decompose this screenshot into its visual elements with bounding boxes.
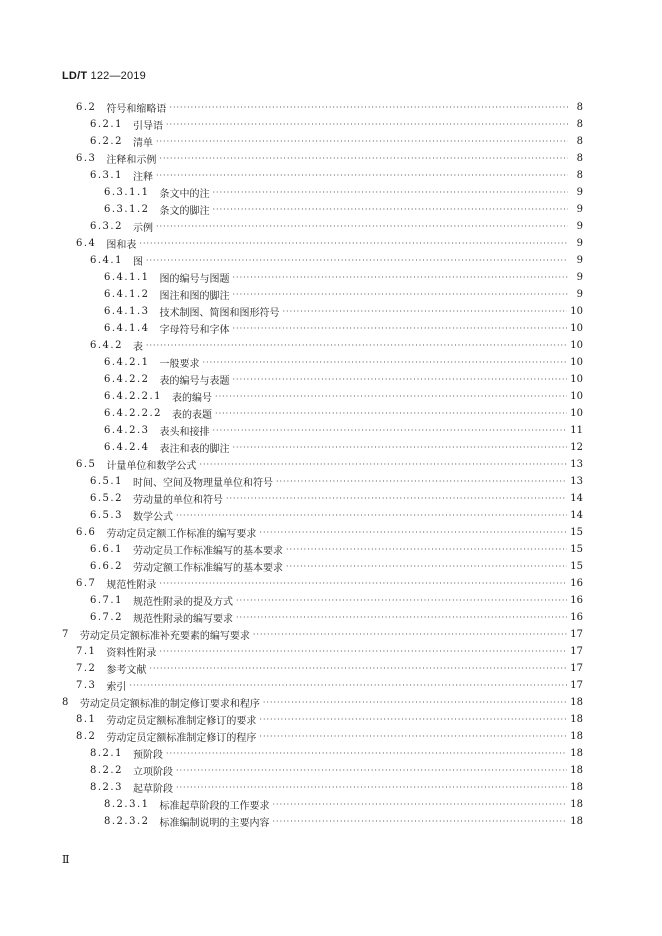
toc-entry-page: 18 [570, 731, 583, 742]
toc-entry-title: 符号和缩略语 [106, 104, 167, 115]
toc-entry-page: 17 [570, 663, 583, 674]
toc-leader-dots [226, 490, 567, 507]
toc-entry-number: 8 [62, 697, 70, 708]
toc-entry[interactable] [104, 371, 583, 388]
toc-entry-number: 7.2 [76, 663, 97, 674]
toc-entry-page: 17 [570, 680, 583, 691]
toc-entry-page: 9 [576, 272, 583, 283]
toc-entry[interactable] [104, 286, 583, 303]
toc-entry-title: 表的表题 [172, 410, 213, 421]
toc-entry-number: 8.2.3 [90, 782, 123, 793]
toc-entry-page: 9 [576, 187, 583, 198]
toc-entry-number: 6.7.1 [90, 595, 123, 606]
toc-entry[interactable] [104, 320, 583, 337]
toc-entry[interactable] [76, 728, 583, 745]
toc-leader-dots [203, 354, 568, 371]
toc-entry-number: 6.6.1 [90, 544, 123, 555]
toc-entry[interactable] [76, 575, 583, 592]
toc-entry[interactable] [62, 626, 583, 643]
toc-entry-page: 15 [570, 561, 583, 572]
toc-entry[interactable] [76, 99, 583, 116]
toc-leader-dots [213, 422, 568, 439]
toc-entry-page: 8 [576, 170, 583, 181]
toc-entry[interactable] [104, 796, 583, 813]
toc-entry-number: 6.4.2.3 [104, 425, 150, 436]
toc-entry-title: 计量单位和数学公式 [106, 461, 197, 472]
toc-entry[interactable] [104, 354, 583, 371]
toc-leader-dots [169, 99, 568, 116]
toc-leader-dots [213, 184, 569, 201]
toc-entry[interactable] [90, 133, 583, 150]
toc-entry-page: 18 [570, 697, 583, 708]
toc-leader-dots [233, 439, 568, 456]
toc-leader-dots [149, 660, 567, 677]
toc-leader-dots [233, 371, 568, 388]
toc-entry-page: 18 [570, 714, 583, 725]
toc-entry-number: 6.5.1 [90, 476, 123, 487]
toc-leader-dots [283, 303, 568, 320]
toc-entry-number: 6.3 [76, 153, 97, 164]
toc-entry-page: 8 [576, 119, 583, 130]
toc-entry-page: 16 [570, 578, 583, 589]
toc-entry-title: 表的编号 [172, 393, 213, 404]
toc-entry[interactable] [104, 405, 583, 422]
toc-entry[interactable] [90, 337, 583, 354]
toc-entry[interactable] [90, 779, 583, 796]
toc-entry-page: 15 [570, 544, 583, 555]
toc-entry-page: 10 [570, 374, 583, 385]
toc-leader-dots [263, 694, 567, 711]
toc-leader-dots [286, 558, 567, 575]
toc-entry-number: 6.4.2.4 [104, 442, 150, 453]
toc-entry[interactable] [104, 201, 583, 218]
toc-entry[interactable] [62, 694, 583, 711]
toc-entry-title: 劳动定员定额标准制定修订的程序 [106, 733, 257, 744]
toc-entry-title: 预阶段 [132, 750, 163, 761]
toc-entry-page: 14 [570, 493, 583, 504]
toc-entry-page: 9 [576, 255, 583, 266]
page-number: Ⅱ [62, 853, 70, 866]
toc-entry-title: 劳动量的单位和符号 [132, 495, 223, 506]
toc-entry[interactable] [104, 422, 583, 439]
toc-entry-number: 6.4.2.2.1 [104, 391, 163, 402]
toc-entry[interactable] [90, 558, 583, 575]
toc-entry-title: 示例 [132, 223, 153, 234]
toc-entry-number: 6.4 [76, 238, 97, 249]
toc-entry-title: 图注和图的脚注 [159, 291, 230, 302]
toc-leader-dots [273, 813, 568, 830]
document-code [62, 70, 146, 82]
toc-entry[interactable] [76, 524, 583, 541]
toc-leader-dots [213, 201, 569, 218]
toc-entry-page: 9 [576, 289, 583, 300]
toc-entry-number: 8.2.1 [90, 748, 123, 759]
toc-entry-title: 标准编制说明的主要内容 [159, 818, 270, 829]
toc-leader-dots [286, 541, 567, 558]
toc-leader-dots [166, 745, 567, 762]
toc-entry-page: 16 [570, 612, 583, 623]
toc-entry-title: 图和表 [106, 240, 137, 251]
toc-entry-number: 6.4.1.1 [104, 272, 150, 283]
toc-entry-number: 6.4.1 [90, 255, 123, 266]
toc-entry-title: 资料性附录 [106, 648, 157, 659]
toc-entry[interactable] [90, 507, 583, 524]
toc-entry-title: 时间、空间及物理量单位和符号 [132, 478, 273, 489]
toc-leader-dots [233, 269, 569, 286]
toc-entry-number: 6.3.1 [90, 170, 123, 181]
toc-leader-dots [199, 456, 567, 473]
toc-entry-number: 6.7 [76, 578, 97, 589]
toc-entry[interactable] [90, 252, 583, 269]
toc-entry-page: 10 [570, 357, 583, 368]
toc-entry-number: 6.4.1.2 [104, 289, 150, 300]
toc-leader-dots [176, 779, 567, 796]
toc-entry-title: 立项阶段 [132, 767, 173, 778]
toc-entry-number: 6.4.2 [90, 340, 123, 351]
toc-entry-number: 6.4.1.4 [104, 323, 150, 334]
toc-entry-number: 6.5 [76, 459, 97, 470]
toc-entry-title: 引导语 [132, 121, 163, 132]
toc-entry-page: 10 [570, 340, 583, 351]
toc-leader-dots [215, 405, 567, 422]
toc-entry[interactable] [76, 711, 583, 728]
toc-entry-page: 10 [570, 408, 583, 419]
toc-entry-page: 9 [576, 238, 583, 249]
toc-leader-dots [159, 575, 567, 592]
toc-entry-title: 参考文献 [106, 665, 147, 676]
toc-entry-page: 18 [570, 765, 583, 776]
toc-entry[interactable] [104, 439, 583, 456]
toc-entry-number: 6.3.2 [90, 221, 123, 232]
toc-entry-title: 条文中的注 [159, 189, 210, 200]
toc-entry-page: 13 [570, 476, 583, 487]
toc-leader-dots [156, 133, 568, 150]
toc-entry-page: 17 [570, 646, 583, 657]
toc-entry[interactable] [104, 269, 583, 286]
toc-entry-page: 18 [570, 816, 583, 827]
toc-entry-number: 8.2 [76, 731, 97, 742]
toc-entry-title: 规范性附录的提及方式 [132, 597, 233, 608]
toc-entry-number: 6.4.2.2 [104, 374, 150, 385]
toc-entry-number: 7.3 [76, 680, 97, 691]
toc-entry-title: 一般要求 [159, 359, 200, 370]
toc-entry-number: 8.2.2 [90, 765, 123, 776]
toc-leader-dots [146, 252, 568, 269]
toc-entry-title: 表 [132, 342, 143, 353]
toc-entry-number: 8.2.3.2 [104, 816, 150, 827]
toc-entry-title: 条文的脚注 [159, 206, 210, 217]
toc-entry-page: 18 [570, 782, 583, 793]
toc-leader-dots [176, 762, 567, 779]
toc-leader-dots [215, 388, 567, 405]
toc-entry-page: 9 [576, 221, 583, 232]
toc-entry[interactable] [90, 116, 583, 133]
toc-entry[interactable] [90, 745, 583, 762]
toc-entry[interactable] [104, 184, 583, 201]
toc-entry-title: 数学公式 [132, 512, 173, 523]
toc-leader-dots [146, 337, 567, 354]
toc-leader-dots [259, 524, 567, 541]
toc-entry-title: 图的编号与图题 [159, 274, 230, 285]
toc-entry[interactable] [76, 150, 583, 167]
toc-entry-page: 18 [570, 799, 583, 810]
toc-entry[interactable] [90, 541, 583, 558]
toc-leader-dots [159, 643, 567, 660]
toc-leader-dots [129, 677, 567, 694]
toc-entry-number: 7 [62, 629, 70, 640]
toc-entry-number: 6.6 [76, 527, 97, 538]
toc-entry-page: 12 [570, 442, 583, 453]
toc-entry[interactable] [90, 167, 583, 184]
toc-entry[interactable] [104, 813, 583, 830]
toc-entry[interactable] [90, 490, 583, 507]
toc-entry-title: 规范性附录 [106, 580, 157, 591]
document-code-prefix: LD/T [62, 70, 88, 82]
toc-leader-dots [259, 711, 567, 728]
toc-entry-page: 9 [576, 204, 583, 215]
toc-entry[interactable] [76, 643, 583, 660]
toc-entry[interactable] [104, 388, 583, 405]
toc-entry[interactable] [90, 609, 583, 626]
toc-entry-page: 10 [570, 306, 583, 317]
toc-entry[interactable] [90, 592, 583, 609]
toc-entry-number: 6.6.2 [90, 561, 123, 572]
toc-entry-page: 10 [570, 391, 583, 402]
toc-entry-number: 6.3.1.1 [104, 187, 150, 198]
toc-entry[interactable] [90, 473, 583, 490]
toc-entry-title: 起草阶段 [132, 784, 173, 795]
toc-entry-number: 6.3.1.2 [104, 204, 150, 215]
toc-entry-number: 6.7.2 [90, 612, 123, 623]
toc-entry-number: 7.1 [76, 646, 97, 657]
toc-entry-title: 劳动定额工作标准编写的基本要求 [132, 563, 283, 574]
toc-entry-page: 8 [576, 102, 583, 113]
toc-entry-title: 标准起草阶段的工作要求 [159, 801, 270, 812]
toc-entry-number: 8.1 [76, 714, 97, 725]
toc-entry-title: 表的编号与表题 [159, 376, 230, 387]
toc-entry-page: 11 [570, 425, 583, 436]
toc-entry-title: 图 [132, 257, 143, 268]
toc-leader-dots [253, 626, 567, 643]
toc-entry-title: 索引 [106, 682, 127, 693]
toc-leader-dots [156, 167, 568, 184]
toc-entry[interactable] [76, 660, 583, 677]
toc-entry-page: 10 [570, 323, 583, 334]
toc-entry-number: 6.5.2 [90, 493, 123, 504]
toc-entry[interactable] [76, 456, 583, 473]
toc-leader-dots [236, 609, 567, 626]
toc-entry-number: 6.2.2 [90, 136, 123, 147]
toc-entry-title: 劳动定员定额标准的制定修订要求和程序 [79, 699, 260, 710]
toc-leader-dots [176, 507, 567, 524]
toc-leader-dots [139, 235, 568, 252]
document-code-number: 122—2019 [90, 70, 146, 82]
toc-entry-number: 6.4.2.2.2 [104, 408, 163, 419]
toc-entry-number: 6.5.3 [90, 510, 123, 521]
toc-entry-page: 15 [570, 527, 583, 538]
toc-leader-dots [166, 116, 568, 133]
toc-leader-dots [159, 150, 568, 167]
toc-entry-number: 6.4.2.1 [104, 357, 150, 368]
toc-entry-title: 劳动定员定额标准补充要素的编写要求 [79, 631, 250, 642]
toc-leader-dots [259, 728, 567, 745]
toc-leader-dots [236, 592, 567, 609]
toc-entry[interactable] [104, 303, 583, 320]
toc-entry-page: 18 [570, 748, 583, 759]
toc-entry-title: 技术制图、简图和图形符号 [159, 308, 280, 319]
toc-entry-title: 规范性附录的编写要求 [132, 614, 233, 625]
toc-entry-number: 8.2.3.1 [104, 799, 150, 810]
toc-entry-page: 13 [570, 459, 583, 470]
toc-leader-dots [233, 286, 569, 303]
toc-entry-number: 6.2 [76, 102, 97, 113]
toc-entry[interactable] [76, 235, 583, 252]
toc-entry-title: 劳动定员工作标准编写的基本要求 [132, 546, 283, 557]
toc-entry-number: 6.4.1.3 [104, 306, 150, 317]
toc-leader-dots [156, 218, 568, 235]
toc-leader-dots [273, 796, 568, 813]
toc-entry-number: 6.2.1 [90, 119, 123, 130]
toc-entry-title: 字母符号和字体 [159, 325, 230, 336]
toc-entry-page: 17 [570, 629, 583, 640]
toc-entry[interactable] [90, 218, 583, 235]
toc-entry-page: 8 [576, 136, 583, 147]
toc-entry-page: 14 [570, 510, 583, 521]
toc-entry-page: 16 [570, 595, 583, 606]
toc-entry-title: 清单 [132, 138, 153, 149]
toc-entry-title: 劳动定员定额工作标准的编写要求 [106, 529, 257, 540]
toc-entry-title: 表注和表的脚注 [159, 444, 230, 455]
toc-entry[interactable] [76, 677, 583, 694]
toc-leader-dots [233, 320, 568, 337]
toc-entry-title: 注释和示例 [106, 155, 157, 166]
toc-leader-dots [276, 473, 567, 490]
toc-entry[interactable] [90, 762, 583, 779]
toc-entry-title: 注释 [132, 172, 153, 183]
toc-entry-title: 劳动定员定额标准制定修订的要求 [106, 716, 257, 727]
toc-entry-page: 8 [576, 153, 583, 164]
toc-entry-title: 表头和接排 [159, 427, 210, 438]
